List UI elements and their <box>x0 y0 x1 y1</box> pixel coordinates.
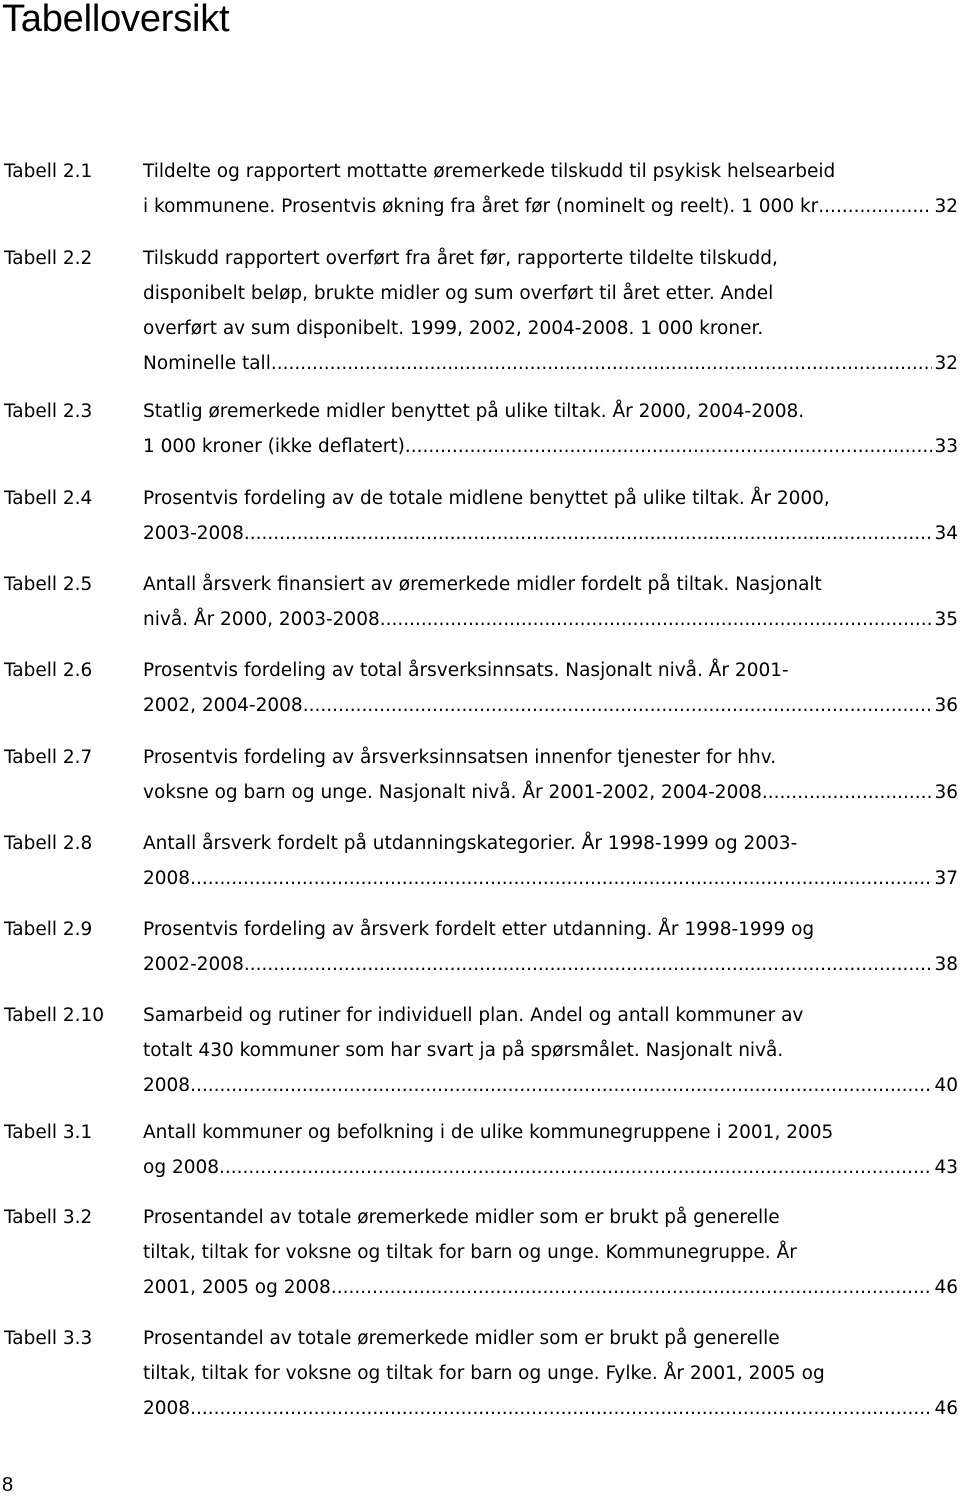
toc-entry-page-number[interactable]: 33 <box>934 436 958 457</box>
page-title: Tabelloversikt <box>2 0 230 40</box>
toc-entry-label: Tabell 2.6 <box>4 660 93 681</box>
toc-entry-description <box>143 740 958 810</box>
toc-entry-label: Tabell 2.7 <box>4 747 93 768</box>
toc-entry-description <box>143 1115 958 1185</box>
toc-entry-label: Tabell 2.4 <box>4 488 93 509</box>
toc-entry-last-line <box>143 429 958 464</box>
toc-entry-line: Tildelte og rapportert mottatte øremerkede tilskudd til psykisk helsearbeid <box>143 161 836 182</box>
toc-entry-line: i kommunene. Prosentvis økning fra året før (nominelt og reelt). 1 000 kr <box>143 196 819 217</box>
toc-entry-label: Tabell 2.5 <box>4 574 93 595</box>
toc-entry-line: Antall årsverk fordelt på utdanningskategorier. År 1998-1999 og 2003- <box>143 833 798 854</box>
toc-entry-label: Tabell 2.9 <box>4 919 93 940</box>
toc-entry-page-number[interactable]: 43 <box>934 1157 958 1178</box>
toc-entry-label: Tabell 3.1 <box>4 1122 93 1143</box>
toc-entry-page-number[interactable]: 36 <box>934 695 958 716</box>
toc-entry-line: Nominelle tall <box>143 353 271 374</box>
toc-entry-line: tiltak, tiltak for voksne og tiltak for barn og unge. Kommunegruppe. År <box>143 1242 797 1263</box>
toc-entry-last-line <box>143 1150 958 1185</box>
toc-entry-description <box>143 826 958 896</box>
toc-entry-page-number[interactable]: 32 <box>934 196 958 217</box>
toc-entry-label: Tabell 2.1 <box>4 161 93 182</box>
toc-entry-line: 2002-2008 <box>143 954 244 975</box>
toc-entry-line: Prosentvis fordeling av total årsverksinnsats. Nasjonalt nivå. År 2001- <box>143 660 789 681</box>
toc-entry-description <box>143 653 958 723</box>
toc-entry-line: Antall årsverk finansiert av øremerkede midler fordelt på tiltak. Nasjonalt <box>143 574 822 595</box>
toc-entry-description <box>143 1321 958 1426</box>
toc-entry-line: 2003-2008 <box>143 523 244 544</box>
toc-entry-label: Tabell 3.2 <box>4 1207 93 1228</box>
toc-entry-label: Tabell 2.2 <box>4 248 93 269</box>
toc-entry-last-line <box>143 1270 958 1305</box>
toc-entry-line: Tilskudd rapportert overført fra året før, rapporterte tildelte tilskudd, <box>143 248 778 269</box>
toc-entry-last-line <box>143 346 958 381</box>
toc-entry-page-number[interactable]: 46 <box>934 1277 958 1298</box>
dot-leader <box>303 688 933 723</box>
toc-entry-line: Antall kommuner og befolkning i de ulike kommunegruppene i 2001, 2005 <box>143 1122 834 1143</box>
toc-entry-label: Tabell 3.3 <box>4 1328 93 1349</box>
toc-entry-line: Statlig øremerkede midler benyttet på ulike tiltak. År 2000, 2004-2008. <box>143 401 805 422</box>
toc-entry-description <box>143 912 958 982</box>
dot-leader <box>762 775 933 810</box>
toc-entry-page-number[interactable]: 40 <box>934 1075 958 1096</box>
toc-entry-page-number[interactable]: 46 <box>934 1398 958 1419</box>
page-number: 8 <box>2 1474 14 1496</box>
toc-entry-page-number[interactable]: 34 <box>934 523 958 544</box>
toc-entry-page-number[interactable]: 32 <box>934 353 958 374</box>
dot-leader <box>331 1270 933 1305</box>
toc-entry-page-number[interactable]: 38 <box>934 954 958 975</box>
toc-entry-label: Tabell 2.10 <box>4 1005 105 1026</box>
dot-leader <box>190 1068 932 1103</box>
toc-entry-label: Tabell 2.8 <box>4 833 93 854</box>
toc-entry-line: tiltak, tiltak for voksne og tiltak for barn og unge. Fylke. År 2001, 2005 og <box>143 1363 825 1384</box>
dot-leader <box>244 947 933 982</box>
dot-leader <box>219 1150 932 1185</box>
toc-entry-last-line <box>143 189 958 224</box>
toc-entry-page-number[interactable]: 37 <box>934 868 958 889</box>
toc-entry-page-number[interactable]: 35 <box>934 609 958 630</box>
dot-leader <box>380 602 933 637</box>
toc-entry-line: voksne og barn og unge. Nasjonalt nivå. År 2001-2002, 2004-2008 <box>143 782 762 803</box>
toc-entry-line: 2008 <box>143 868 191 889</box>
toc-entry-line: nivå. År 2000, 2003-2008 <box>143 609 380 630</box>
toc-entry-description <box>143 1200 958 1305</box>
toc-entry-line: disponibelt beløp, brukte midler og sum overført til året etter. Andel <box>143 283 774 304</box>
toc-entry-description <box>143 998 958 1103</box>
toc-entry-line: Prosentandel av totale øremerkede midler som er brukt på generelle <box>143 1207 780 1228</box>
toc-entry-last-line <box>143 516 958 551</box>
toc-entry-line: Prosentvis fordeling av årsverk fordelt etter utdanning. År 1998-1999 og <box>143 919 815 940</box>
toc-entry-line: 2001, 2005 og 2008 <box>143 1277 331 1298</box>
toc-entry-label: Tabell 2.3 <box>4 401 93 422</box>
toc-entry-line: Prosentvis fordeling av årsverksinnsatsen innenfor tjenester for hhv. <box>143 747 777 768</box>
toc-entry-description <box>143 241 958 381</box>
toc-entry-line: 2002, 2004-2008 <box>143 695 303 716</box>
dot-leader <box>818 189 932 224</box>
toc-entry-line: Samarbeid og rutiner for individuell plan. Andel og antall kommuner av <box>143 1005 804 1026</box>
toc-entry-line: 2008 <box>143 1398 191 1419</box>
dot-leader <box>405 429 933 464</box>
toc-entry-line: Prosentvis fordeling av de totale midlene benyttet på ulike tiltak. År 2000, <box>143 488 830 509</box>
toc-entry-line: og 2008 <box>143 1157 220 1178</box>
toc-entry-line: totalt 430 kommuner som har svart ja på spørsmålet. Nasjonalt nivå. <box>143 1040 784 1061</box>
toc-entry-line: 1 000 kroner (ikke deflatert) <box>143 436 405 457</box>
toc-entry-last-line <box>143 775 958 810</box>
toc-entry-page-number[interactable]: 36 <box>934 782 958 803</box>
toc-entry-line: Prosentandel av totale øremerkede midler som er brukt på generelle <box>143 1328 780 1349</box>
dot-leader <box>190 1391 932 1426</box>
toc-entry-description <box>143 394 958 464</box>
toc-entry-last-line <box>143 602 958 637</box>
dot-leader <box>271 346 933 381</box>
toc-entry-description <box>143 567 958 637</box>
toc-entry-last-line <box>143 861 958 896</box>
toc-entry-last-line <box>143 1068 958 1103</box>
toc-entry-description <box>143 481 958 551</box>
dot-leader <box>244 516 933 551</box>
toc-entry-last-line <box>143 947 958 982</box>
dot-leader <box>190 861 932 896</box>
toc-entry-last-line <box>143 1391 958 1426</box>
toc-entry-last-line <box>143 688 958 723</box>
toc-entry-line: 2008 <box>143 1075 191 1096</box>
toc-entry-description <box>143 154 958 224</box>
toc-entry-line: overført av sum disponibelt. 1999, 2002, 2004-2008. 1 000 kroner. <box>143 318 764 339</box>
